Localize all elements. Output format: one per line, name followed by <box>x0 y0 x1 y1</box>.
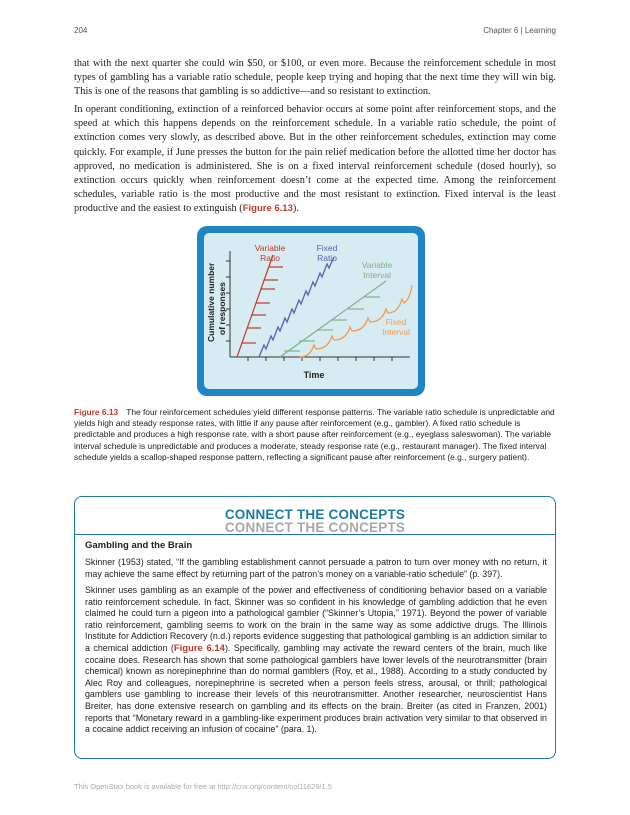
variable-ratio-label-line1: Variable <box>254 243 286 253</box>
caption-label: Figure 6.13 <box>74 407 119 417</box>
reinforcement-schedules-diagram <box>204 233 418 389</box>
fixed-interval-label-line2: Interval <box>382 327 410 337</box>
connect-title-shadow: CONNECT THE CONCEPTS <box>224 520 406 535</box>
caption-text: The four reinforcement schedules yield different response patterns. The variable ratio schedule is unpredictable and yields high and steady response rates, with little if any pause after reinforcement (e.g., gambler). A fixed ratio schedule is predictable and produces a high response rate, with a short pause after reinforcement (e.g., eyeglass saleswoman). The variable interval schedule is unpredictable and produces a moderate, steady response rate (e.g., restaurant manager). The fixed interval schedule yields a scallop-shaped response pattern, reflecting a significant pause after reinforcement (e.g., surgery patient). <box>74 407 555 462</box>
variable-interval-label-line2: Interval <box>363 270 391 280</box>
figure-6-14-link[interactable]: Figure 6.14 <box>173 642 225 654</box>
page-footer: This OpenStax book is available for free at http://cnx.org/content/col11629/1.5 <box>74 782 332 791</box>
variable-interval-label-line1: Variable <box>361 260 393 270</box>
connect-title: CONNECT THE CONCEPTS <box>224 507 406 522</box>
body-paragraph-2-text-b: ). <box>292 203 299 215</box>
figure-6-13-panel <box>204 233 418 389</box>
body-paragraph-2 <box>74 103 556 217</box>
y-axis-label-line2: of responses <box>217 282 227 335</box>
connect-paragraph-2-text-b: ). Specifically, gambling may activate the reward centers of the brain, much like cocaine does. Research has shown that some pathological gamblers have lower levels of the neurotransmitter (brain chemical) known as norepinephrine than do normal gamblers (Roy, et al., 1988). According to a study conducted by Alec Roy and colleagues, norepinephrine is secreted when a person feels stress, arousal, or thrill; pathological gamblers use gambling to increase their levels of this neurotransmitter. Another researcher, neuroscientist Hans Breiter, has done extensive research on gambling and its effects on the brain. Breiter (as cited in Franzen, 2001) reports that “Monetary reward in a gambling-like experiment produces brain activation very similar to that observed in a cocaine addict receiving an infusion of cocaine” (para. 1). <box>85 642 547 735</box>
connect-the-concepts-box <box>74 496 556 759</box>
fixed-ratio-curve <box>259 257 334 357</box>
y-axis-label-line1: Cumulative number <box>206 262 216 342</box>
fixed-ratio-label-line1: Fixed <box>316 243 338 253</box>
figure-6-13-link[interactable]: Figure 6.13 <box>242 203 293 215</box>
x-axis-ticks <box>248 357 392 361</box>
variable-interval-curve <box>280 281 386 357</box>
connect-divider <box>75 534 555 535</box>
connect-paragraph-1: Skinner (1953) stated, “If the gambling establishment cannot persuade a patron to turn over money with no return, it may achieve the same effect by returning part of the patron’s money on a variable-ratio schedule” (p. 397). <box>85 557 547 579</box>
fixed-ratio-label-line2: Ratio <box>317 253 337 263</box>
body-paragraph-1: that with the next quarter she could win $50, or $100, or even more. Because the reinforcement schedule in most types of gambling has a variable ratio schedule, people keep trying and hoping that the next time they will win big. This is one of the reasons that gambling is so addictive—and so resistant to extinction. <box>74 58 556 98</box>
connect-paragraph-2 <box>85 585 547 736</box>
chapter-title: Chapter 6 | Learning <box>483 26 556 35</box>
connect-paragraph-2-text-a: Skinner uses gambling as an example of the power and effectiveness of conditioning behavior based on a variable ratio reinforcement schedule. In fact, Skinner was so confident in his knowledge of gambling addiction that he even claimed he could turn a pigeon into a pathological gambler (“Skinner’s Utopia,” 1971). Beyond the power of variable ratio reinforcement, gambling seems to work on the brain in the same way as some addictive drugs. The Illinois Institute for Addiction Recovery (n.d.) reports evidence suggesting that pathological gambling is an addiction similar to a chemical addiction ( <box>85 585 547 653</box>
variable-ratio-curve <box>237 255 283 357</box>
figure-6-13-caption <box>74 407 556 463</box>
page-number: 204 <box>74 26 88 35</box>
x-axis-label: Time <box>303 370 325 380</box>
connect-heading: Gambling and the Brain <box>85 540 193 551</box>
variable-ratio-label-line2: Ratio <box>260 253 280 263</box>
fixed-interval-label-line1: Fixed <box>385 317 407 327</box>
figure-6-13-frame <box>197 226 425 396</box>
body-paragraph-2-text-a: In operant conditioning, extinction of a reinforced behavior occurs at some point after reinforcement stops, and the speed at which this happens depends on the reinforcement schedule. In a variable ratio schedule, the point of extinction comes very slowly, as described above. But in the other reinforcement schedules, extinction may come quickly. For example, if June presses the button for the pain relief medication before the allotted time her doctor has approved, no medication is administered. She is on a fixed interval reinforcement schedule (dosed hourly), so extinction occurs quickly when reinforcement doesn’t come at the expected time. Among the reinforcement schedules, variable ratio is the most productive and the most resistant to extinction. Fixed interval is the least productive and the easiest to extinguish ( <box>74 104 556 215</box>
